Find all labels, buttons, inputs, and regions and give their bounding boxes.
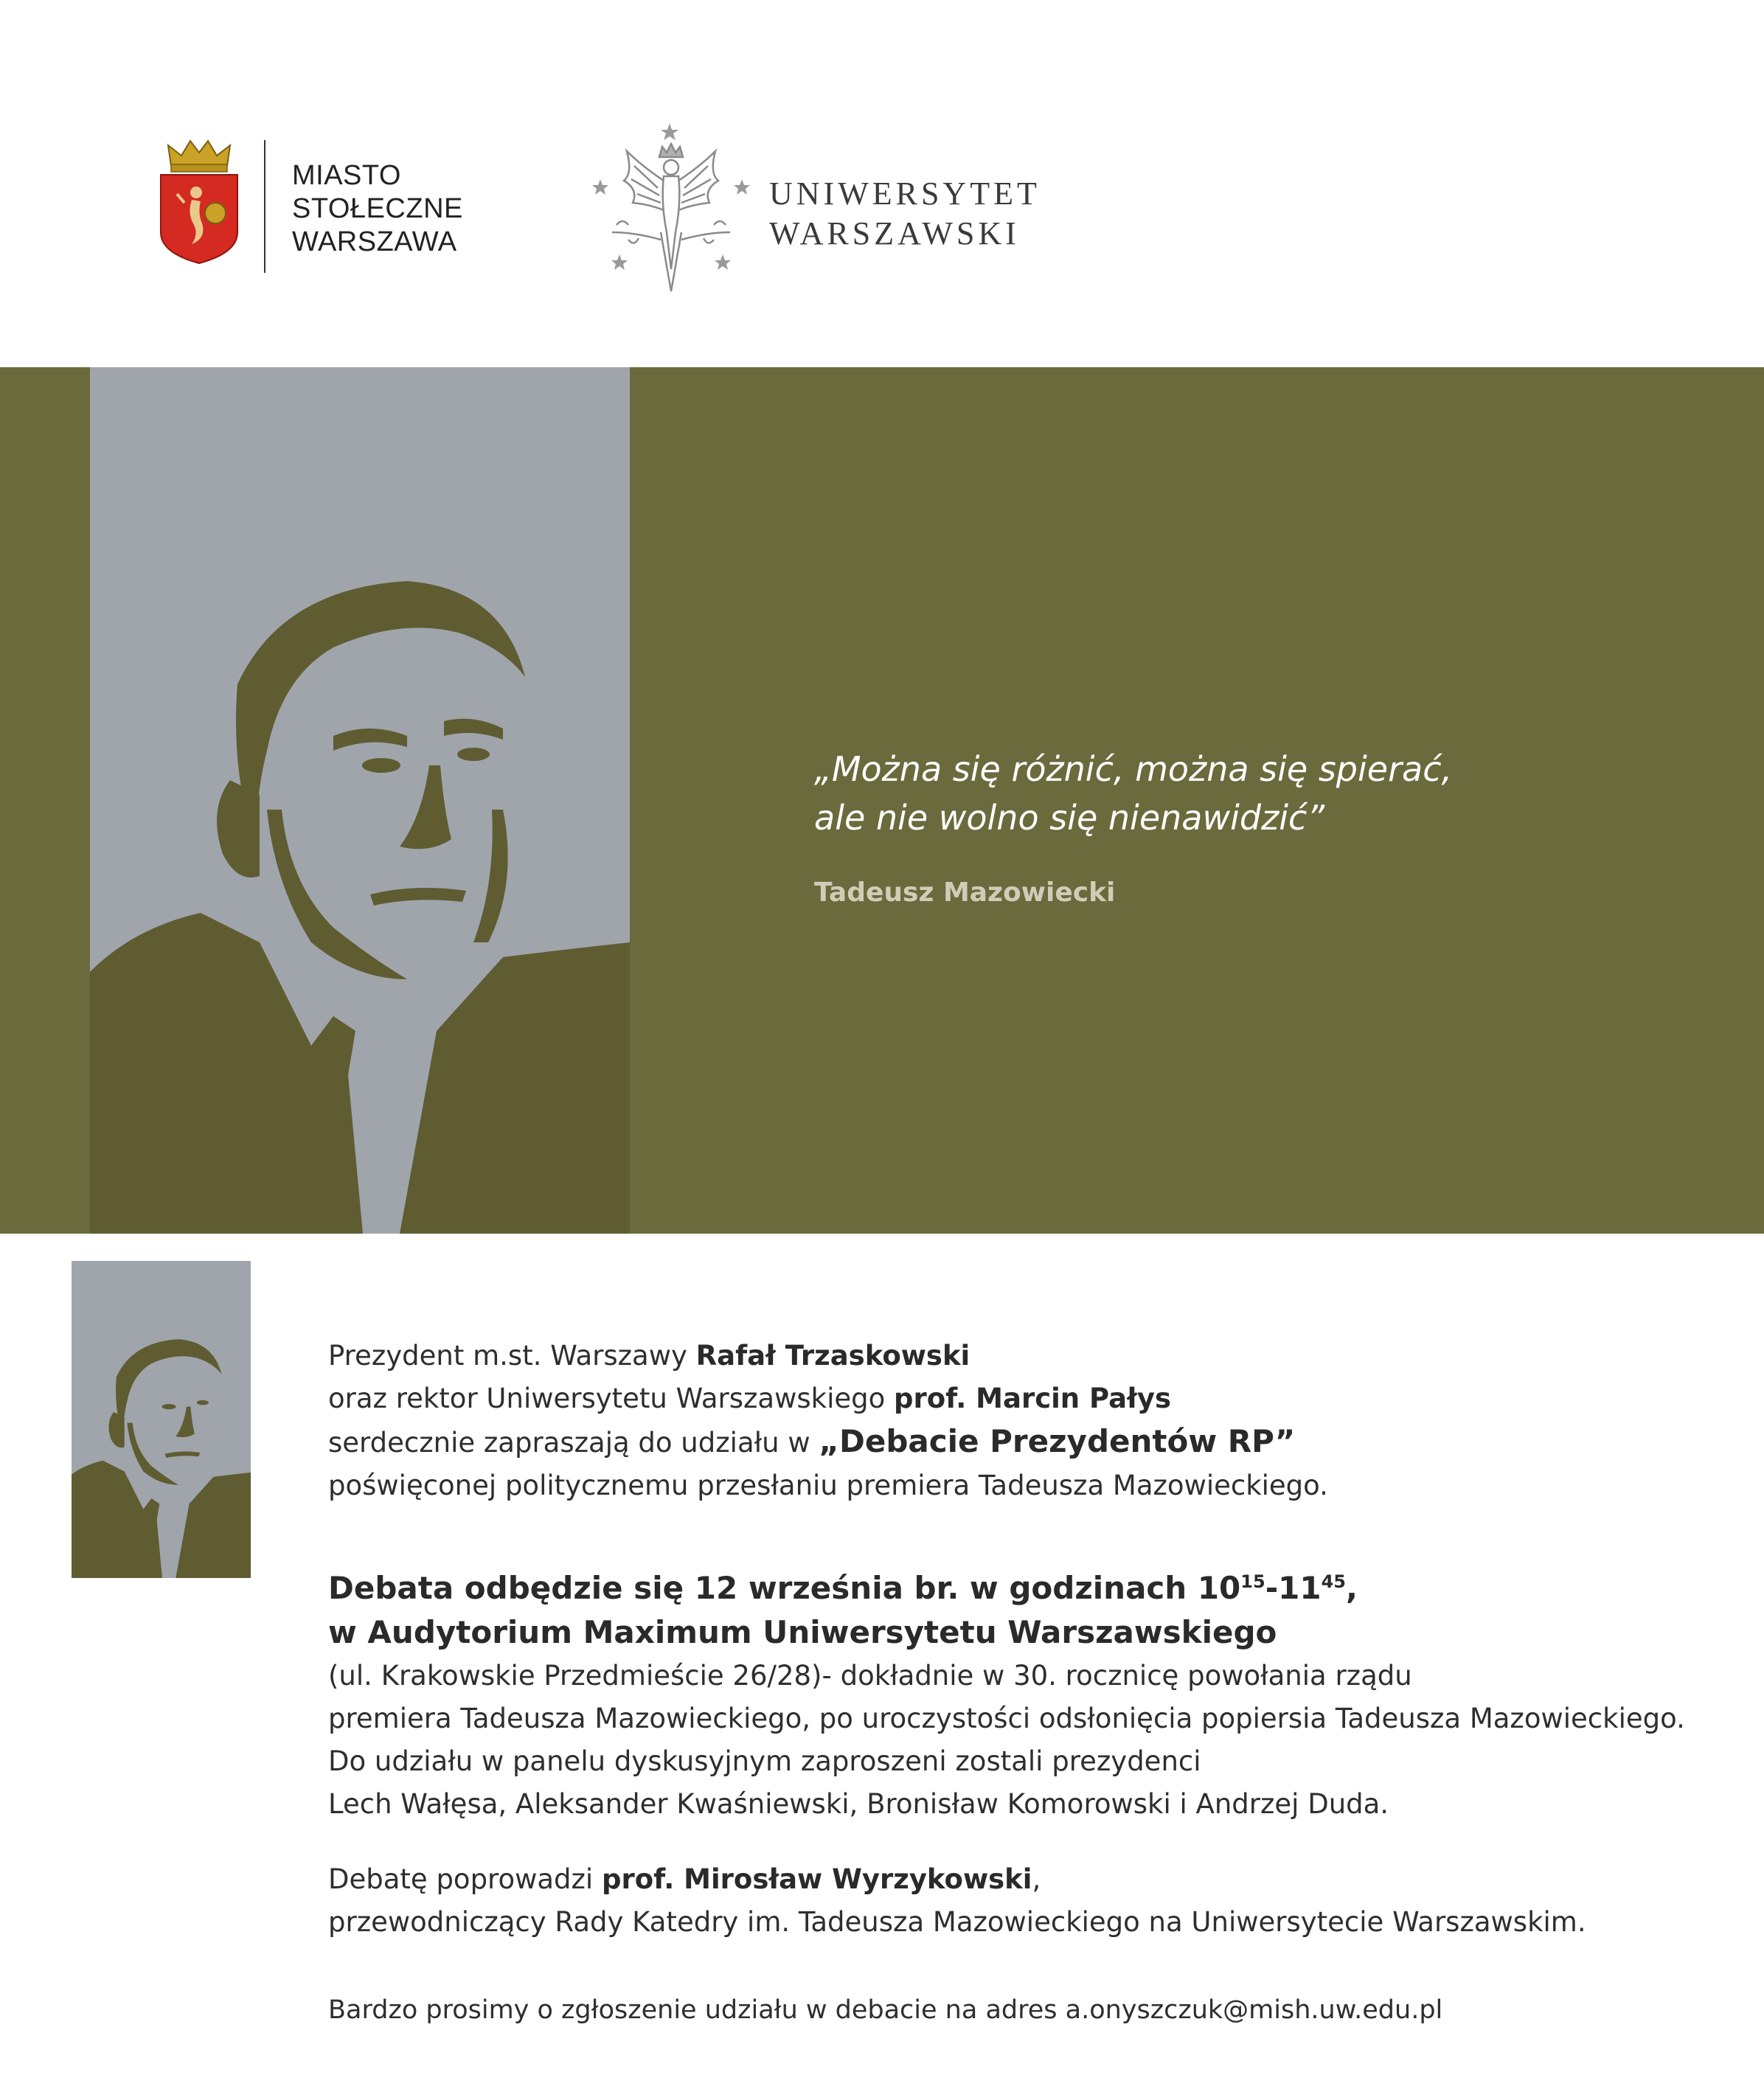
portrait-panel [90,367,630,1234]
time-start-minutes: 15 [1240,1571,1265,1592]
warsaw-logo-line: MIASTO [292,160,401,191]
rsvp-line: Bardzo prosimy o zgłoszenie udziału w debacie na adres a.onyszczuk@mish.uw.edu.pl [328,1995,1443,2025]
warsaw-logo-line: STOŁECZNE [292,193,463,224]
rsvp-paragraph [328,1989,1729,2031]
event-name: „Debacie Prezydentów RP” [819,1423,1296,1459]
invitation-paragraph [328,1335,1729,1507]
warsaw-coat-of-arms-icon [155,136,243,265]
text: serdecznie zapraszają do udziału w [328,1427,819,1459]
invitation-line [328,1420,1729,1464]
logo-divider [264,140,265,273]
mazowiecki-portrait-image [90,367,630,1234]
quote-line: „Można się różnić, można się spierać, [814,749,1453,789]
uw-eagle-emblem-icon [590,122,752,299]
event-details-paragraph [328,1566,1729,1826]
invitation-line: poświęconej politycznemu przesłaniu premiera Tadeusza Mazowieckiego. [328,1470,1328,1501]
quote-line: ale nie wolno się nienawidzić” [814,798,1325,838]
event-detail-line: Lech Wałęsa, Aleksander Kwaśniewski, Bronisław Komorowski i Andrzej Duda. [328,1788,1389,1820]
rector-name: prof. Marcin Pałys [894,1383,1171,1414]
warsaw-logo-line: WARSZAWA [292,226,457,257]
text: Debatę poprowadzi [328,1863,602,1895]
moderator-name: prof. Mirosław Wyrzykowski [601,1863,1032,1895]
invitation-line [328,1335,1729,1377]
small-portrait [72,1261,251,1578]
banner-quote [814,745,1699,842]
event-venue-line: w Audytorium Maximum Uniwersytetu Warszawskiego [328,1614,1277,1650]
text: -11 [1265,1570,1322,1606]
moderator-paragraph [328,1858,1729,1944]
event-detail-line: Do udziału w panelu dyskusyjnym zaproszeni zostali prezydenci [328,1745,1201,1777]
moderator-line: przewodniczący Rady Katedry im. Tadeusza Mazowieckiego na Uniwersytecie Warszawskim. [328,1906,1586,1938]
mazowiecki-thumbnail-image [72,1261,251,1578]
event-detail-line: premiera Tadeusza Mazowieckiego, po uroczystości odsłonięcia popiersia Tadeusza Mazowieckiego. [328,1703,1685,1734]
invitation-line [328,1377,1729,1420]
mayor-name: Rafał Trzaskowski [695,1340,970,1372]
uw-logo-line: UNIWERSYTET [769,175,1041,212]
event-date-line [328,1566,1729,1610]
warsaw-logo-text [292,159,463,259]
text: oraz rektor Uniwersytetu Warszawskiego [328,1383,894,1414]
uw-logo-text [769,174,1041,254]
text: Debata odbędzie się 12 września br. w godzinach 10 [328,1570,1241,1606]
moderator-line [328,1858,1729,1901]
text: , [1345,1570,1358,1606]
event-detail-line: (ul. Krakowskie Przedmieście 26/28)- dokładnie w 30. rocznicę powołania rządu [328,1660,1412,1692]
text: , [1032,1863,1041,1895]
text: Prezydent m.st. Warszawy [328,1340,696,1372]
uw-logo-line: WARSZAWSKI [769,215,1020,251]
time-end-minutes: 45 [1321,1571,1346,1592]
quote-author: Tadeusz Mazowiecki [814,877,1116,908]
